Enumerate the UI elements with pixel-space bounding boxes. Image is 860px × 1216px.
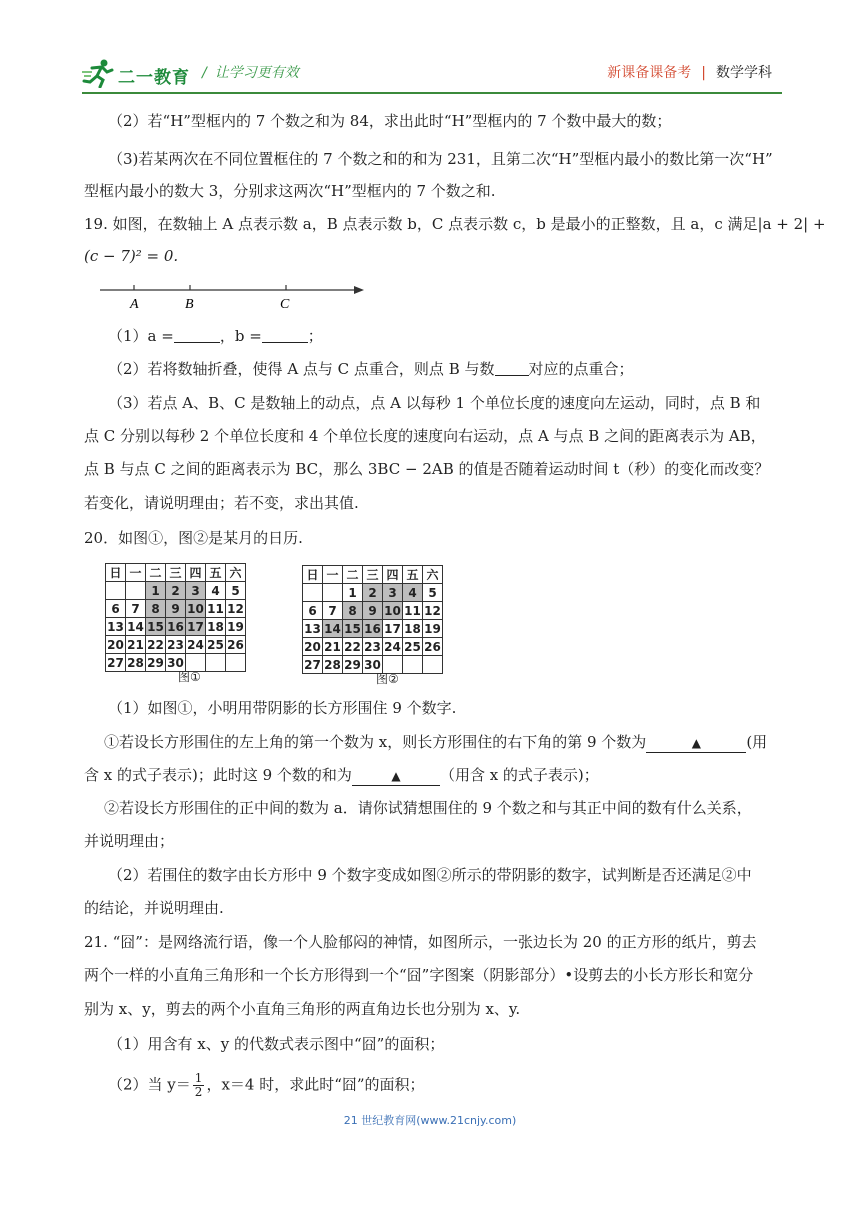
calendar-day-cell: 6 (106, 600, 126, 618)
header-right (607, 62, 772, 82)
q20-part1-ii-line2: 并说明理由； (84, 832, 175, 850)
calendar-day-cell: 25 (404, 639, 421, 654)
calendar-weekday-header: 二 (146, 564, 166, 582)
answer-blank-sum[interactable]: ▲ (352, 767, 440, 786)
calendar-day-cell: 21 (127, 637, 144, 652)
calendar-day-cell: 12 (227, 601, 244, 616)
calendar-day-cell: 18 (207, 619, 224, 634)
calendar-day-cell: 14 (324, 621, 341, 636)
calendar-day-cell (303, 584, 323, 602)
calendar-day-cell (126, 582, 146, 600)
q18-part2: （2）若“H”型框内的 7 个数之和为 84，求出此时“H”型框内的 7 个数中最大的数； (108, 112, 672, 130)
calendar-day-cell: 17 (187, 619, 204, 634)
calendar-weekday-header: 一 (323, 566, 343, 584)
calendar-day-cell: 2 (363, 584, 383, 602)
answer-blank-ninth[interactable]: ▲ (646, 734, 746, 753)
calendar-day-cell: 28 (127, 655, 144, 670)
q18-part3-line1: （3)若某两次在不同位置框住的 7 个数之和的和为 231，且第二次“H”型框内最小的数比第一次“H” (108, 150, 773, 168)
calendar-day-cell: 23 (167, 637, 184, 652)
q21-stem-line2: 两个一样的小直角三角形和一个长方形得到一个“囧”字图案（阴影部分）•设剪去的小长方形长和宽分 (84, 966, 754, 984)
logo (82, 58, 192, 90)
q19-stem-line2: (c − 7)² = 0. (84, 247, 179, 265)
logo-text: 二一教育 (118, 68, 190, 88)
q19-part3-line1: （3）若点 A、B、C 是数轴上的动点，点 A 以每秒 1 个单位长度的速度向左运动，同时，点 B 和 (108, 394, 761, 412)
calendar-day-cell: 24 (384, 639, 401, 654)
calendar-day-cell: 16 (364, 621, 381, 636)
q19-stem-line1: 19. 如图，在数轴上 A 点表示数 a，B 点表示数 b，C 点表示数 c，b 是最小的正整数，且 a，c 满足|a + 2| + (84, 215, 826, 233)
label-a: A (130, 297, 139, 312)
q21-part1: （1）用含有 x、y 的代数式表示图中“囧”的面积； (108, 1035, 445, 1053)
calendar-day-cell: 20 (304, 639, 321, 654)
calendar-day-cell: 19 (424, 621, 441, 636)
header-course: 新课备课备考 (607, 65, 692, 81)
calendar-weekday-header: 五 (403, 566, 423, 584)
arrow-right-icon (354, 286, 364, 294)
q20-part2-line1: （2）若围住的数字由长方形中 9 个数字变成如图②所示的带阴影的数字，试判断是否还满足②中 (108, 866, 752, 884)
calendar-day-cell: 13 (107, 619, 124, 634)
calendar-day-cell (403, 656, 423, 674)
calendar-day-cell: 30 (167, 655, 184, 670)
q19-part3-line3: 点 B 与点 C 之间的距离表示为 BC，那么 3BC − 2AB 的值是否随着运动时间 t（秒）的变化而改变？ (84, 460, 770, 478)
calendar-day-cell: 16 (167, 619, 184, 634)
q20-part2-line2: 的结论，并说明理由. (84, 899, 224, 917)
answer-blank-fold[interactable] (495, 359, 529, 376)
q21-part2 (108, 1072, 425, 1099)
calendar-day-cell: 10 (384, 603, 401, 618)
calendar-figure-2 (302, 565, 443, 674)
runner-logo-icon (82, 58, 116, 88)
answer-blank-a[interactable] (174, 326, 220, 343)
calendar-day-cell: 7 (126, 600, 146, 618)
header-separator: | (701, 65, 706, 81)
fraction-one-half (193, 1072, 205, 1099)
calendar-weekday-header: 三 (363, 566, 383, 584)
calendar-day-cell: 30 (364, 657, 381, 672)
header-subject: 数学学科 (716, 65, 772, 81)
q19-part2-b: 对应的点重合； (528, 360, 634, 378)
calendar-day-cell: 26 (424, 639, 441, 654)
calendar-day-cell: 8 (146, 600, 166, 618)
calendar-day-cell: 29 (344, 657, 361, 672)
calendar-day-cell: 9 (166, 600, 186, 618)
calendar-day-cell: 1 (146, 582, 166, 600)
calendar-day-cell: 15 (344, 621, 361, 636)
calendar-weekday-header: 四 (186, 564, 206, 582)
q19-part3-line2: 点 C 分别以每秒 2 个单位长度和 4 个单位长度的速度向右运动，点 A 与点 B 之间的距离表示为 AB， (84, 427, 766, 445)
calendar-day-cell: 27 (304, 657, 321, 672)
calendar-weekday-header: 二 (343, 566, 363, 584)
calendar-day-cell: 7 (323, 602, 343, 620)
q19-part1-c: ； (307, 327, 323, 345)
calendar-day-cell (206, 654, 226, 672)
calendar-day-cell: 2 (166, 582, 186, 600)
q19-part1-a: （1）a = (108, 327, 174, 345)
calendar-day-cell: 23 (364, 639, 381, 654)
header-rule (82, 92, 782, 94)
calendar-caption-1: 图① (178, 670, 201, 684)
q20-part1-i-line2 (84, 764, 599, 786)
calendar-day-cell: 21 (324, 639, 341, 654)
q20-part1-i-c: 含 x 的式子表示)；此时这 9 个数的和为 (84, 766, 352, 784)
calendar-figure-1 (105, 563, 246, 672)
calendar-day-cell (423, 656, 443, 674)
calendar-day-cell: 11 (404, 603, 421, 618)
calendar-weekday-header: 六 (226, 564, 246, 582)
calendar-caption-2: 图② (376, 672, 399, 686)
q20-part1-i-b: (用 (746, 733, 768, 751)
number-line (96, 278, 376, 318)
q20-part1-i-a: ①若设长方形围住的左上角的第一个数为 x，则长方形围住的右下角的第 9 个数为 (104, 733, 647, 751)
calendar-day-cell: 20 (107, 637, 124, 652)
calendar-day-cell: 25 (207, 637, 224, 652)
q21-part2-b: ，x＝4 时，求此时“囧”的面积； (206, 1075, 425, 1094)
calendar-day-cell: 19 (227, 619, 244, 634)
label-b: B (185, 297, 194, 312)
q21-stem-line3: 别为 x、y，剪去的两个小直角三角形的两直角边长也分别为 x、y. (84, 1000, 521, 1018)
calendar-weekday-header: 六 (423, 566, 443, 584)
calendar-weekday-header: 日 (106, 564, 126, 582)
calendar-day-cell (106, 582, 126, 600)
calendar-day-cell: 22 (147, 637, 164, 652)
calendar-day-cell: 26 (227, 637, 244, 652)
calendar-weekday-header: 日 (303, 566, 323, 584)
q18-part3-line2: 型框内最小的数大 3，分别求这两次“H”型框内的 7 个数之和. (84, 182, 496, 200)
slogan-text: 让学习更有效 (214, 65, 299, 81)
calendar-day-cell: 9 (363, 602, 383, 620)
calendar-day-cell: 8 (343, 602, 363, 620)
slogan: / 让学习更有效 (202, 65, 299, 81)
calendar-day-cell: 15 (147, 619, 164, 634)
calendar-day-cell: 3 (186, 582, 206, 600)
fraction-numerator: 1 (194, 1071, 203, 1085)
calendar-day-cell: 24 (187, 637, 204, 652)
calendar-weekday-header: 一 (126, 564, 146, 582)
calendar-day-cell: 28 (324, 657, 341, 672)
calendar-day-cell: 14 (127, 619, 144, 634)
calendar-weekday-header: 五 (206, 564, 226, 582)
answer-blank-b[interactable] (262, 326, 308, 343)
calendar-day-cell (323, 584, 343, 602)
calendar-weekday-header: 三 (166, 564, 186, 582)
calendar-day-cell: 4 (403, 584, 423, 602)
calendar-day-cell: 4 (206, 582, 226, 600)
fraction-denominator: 2 (194, 1085, 203, 1099)
q19-part2-a: （2）若将数轴折叠，使得 A 点与 C 点重合，则点 B 与数 (108, 360, 495, 378)
q19-part1 (108, 325, 323, 347)
page-header (82, 56, 782, 92)
calendar-day-cell: 18 (404, 621, 421, 636)
calendar-day-cell: 29 (147, 655, 164, 670)
calendar-day-cell: 3 (383, 584, 403, 602)
q20-part1-i-line1 (104, 731, 767, 753)
calendar-weekday-header: 四 (383, 566, 403, 584)
page-footer: 21 世纪教育网(www.21cnjy.com) (343, 1114, 517, 1127)
q20-part1: （1）如图①，小明用带阴影的长方形围住 9 个数字. (108, 699, 457, 717)
calendar-day-cell: 5 (423, 584, 443, 602)
q19-part3-line4: 若变化，请说明理由；若不变，求出其值. (84, 494, 359, 512)
calendar-day-cell (226, 654, 246, 672)
calendar-day-cell: 6 (303, 602, 323, 620)
calendar-day-cell: 17 (384, 621, 401, 636)
q20-part1-i-d: （用含 x 的式子表示)； (439, 766, 599, 784)
q21-stem-line1: 21. “囧”：是网络流行语，像一个人脸郁闷的神情，如图所示，一张边长为 20 的正方形的纸片，剪去 (84, 933, 757, 951)
calendar-day-cell: 22 (344, 639, 361, 654)
calendar-day-cell: 5 (226, 582, 246, 600)
calendar-day-cell: 11 (207, 601, 224, 616)
calendar-day-cell: 10 (187, 601, 204, 616)
q21-part2-a: （2）当 y＝ (108, 1075, 191, 1094)
calendar-day-cell: 13 (304, 621, 321, 636)
calendar-day-cell: 27 (107, 655, 124, 670)
q20-part1-ii-line1: ②若设长方形围住的正中间的数为 a．请你试猜想围住的 9 个数之和与其正中间的数有什么关系， (104, 799, 752, 817)
calendar-day-cell: 1 (343, 584, 363, 602)
calendar-day-cell: 12 (424, 603, 441, 618)
label-c: C (280, 297, 290, 312)
q19-part2 (108, 358, 634, 380)
q19-part1-b: ，b = (219, 327, 262, 345)
q20-stem: 20．如图①，图②是某月的日历. (84, 529, 303, 547)
